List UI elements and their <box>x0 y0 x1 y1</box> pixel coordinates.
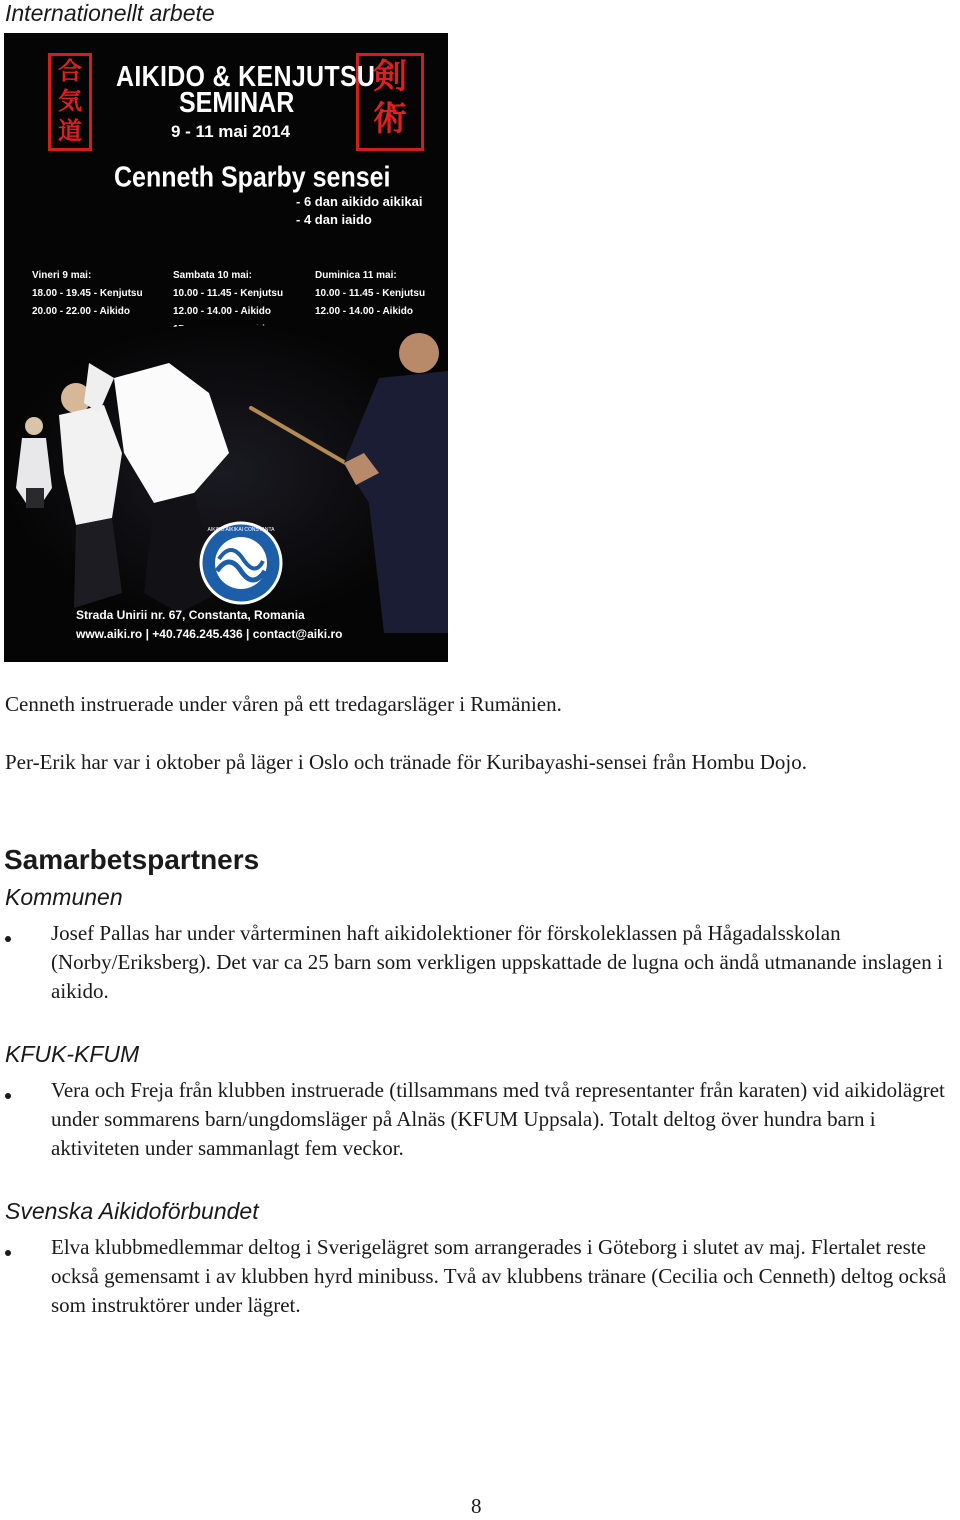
bullet-marker <box>5 1093 11 1099</box>
poster-kanji-aikido: 合 気 道 <box>48 53 92 151</box>
schedule-line: 18.00 - 19.45 - Kenjutsu <box>32 288 143 299</box>
poster-instructor: Cenneth Sparby sensei <box>114 161 391 194</box>
poster-title-line2: SEMINAR <box>179 86 295 120</box>
poster-dates: 9 - 11 mai 2014 <box>171 122 291 141</box>
poster-rank-iaido: - 4 dan iaido <box>296 212 372 227</box>
page-number: 8 <box>471 1494 482 1518</box>
subheading-kfuk-kfum: KFUK-KFUM <box>5 1041 140 1067</box>
poster-photo <box>4 33 448 662</box>
schedule-day: Vineri 9 mai: <box>32 270 92 281</box>
poster-rank-aikido: - 6 dan aikido aikikai <box>296 194 423 209</box>
seminar-poster <box>4 33 448 662</box>
schedule-line: 12.00 - 14.00 - Aikido <box>315 306 414 317</box>
schedule-day: Sambata 10 mai: <box>173 270 252 281</box>
schedule-day: Duminica 11 mai: <box>315 270 397 281</box>
paragraph-romania: Cenneth instruerade under våren på ett tredagarsläger i Rumänien. <box>5 692 562 716</box>
subheading-kommunen: Kommunen <box>5 884 123 910</box>
list-item: Elva klubbmedlemmar deltog i Sverigelägret som arrangerades i Göteborg i slutet av maj. Flertalet reste också gemensamt i av klubben hyrd minibuss. Två av klubbens tränare (Cecilia och Cenneth) deltog också som instruktörer under lägret. <box>51 1235 947 1317</box>
poster-title: AIKIDO & KENJUTSU <box>116 60 376 94</box>
section-title: Internationellt arbete <box>5 0 215 26</box>
poster-address: Strada Unirii nr. 67, Constanta, Romania <box>76 608 305 622</box>
heading-partners: Samarbetspartners <box>4 844 260 875</box>
schedule-line: 10.00 - 11.45 - Kenjutsu <box>173 288 284 299</box>
list-item: Vera och Freja från klubben instruerade (tillsammans med två representanter från karaten) vid aikidolägret under sommarens barn/ungdomsläger på Alnäs (KFUM Uppsala). Totalt deltog över hundra barn i aktiviteten under sammanlagt fem veckor. <box>51 1078 945 1160</box>
schedule-line: 12.00 - 14.00 - Aikido <box>173 306 272 317</box>
bullet-marker <box>5 1250 11 1256</box>
list-item: Josef Pallas har under vårterminen haft aikidolektioner för förskoleklassen på Hågadalsskolan (Norby/Eriksberg). Det var ca 25 barn som verkligen uppskattade de lugna och ändå utmanande inslagen i aikido. <box>51 921 943 1003</box>
paragraph-oslo: Per-Erik har var i oktober på läger i Oslo och tränade för Kuribayashi-sensei från Hombu Dojo. <box>5 750 807 774</box>
subheading-aikidoforbundet: Svenska Aikidoförbundet <box>5 1198 259 1224</box>
club-logo <box>201 523 281 603</box>
bullet-marker <box>5 936 11 942</box>
poster-kanji-kenjutsu: 剣 術 <box>356 53 424 151</box>
schedule-line: 20.00 - 22.00 - Aikido <box>32 306 131 317</box>
club-logo-text: AIKIDO AIKIKAI CONSTANTA <box>207 527 275 533</box>
poster-contact: www.aiki.ro | +40.746.245.436 | contact@aiki.ro <box>76 627 343 641</box>
schedule-line: 10.00 - 11.45 - Kenjutsu <box>315 288 426 299</box>
